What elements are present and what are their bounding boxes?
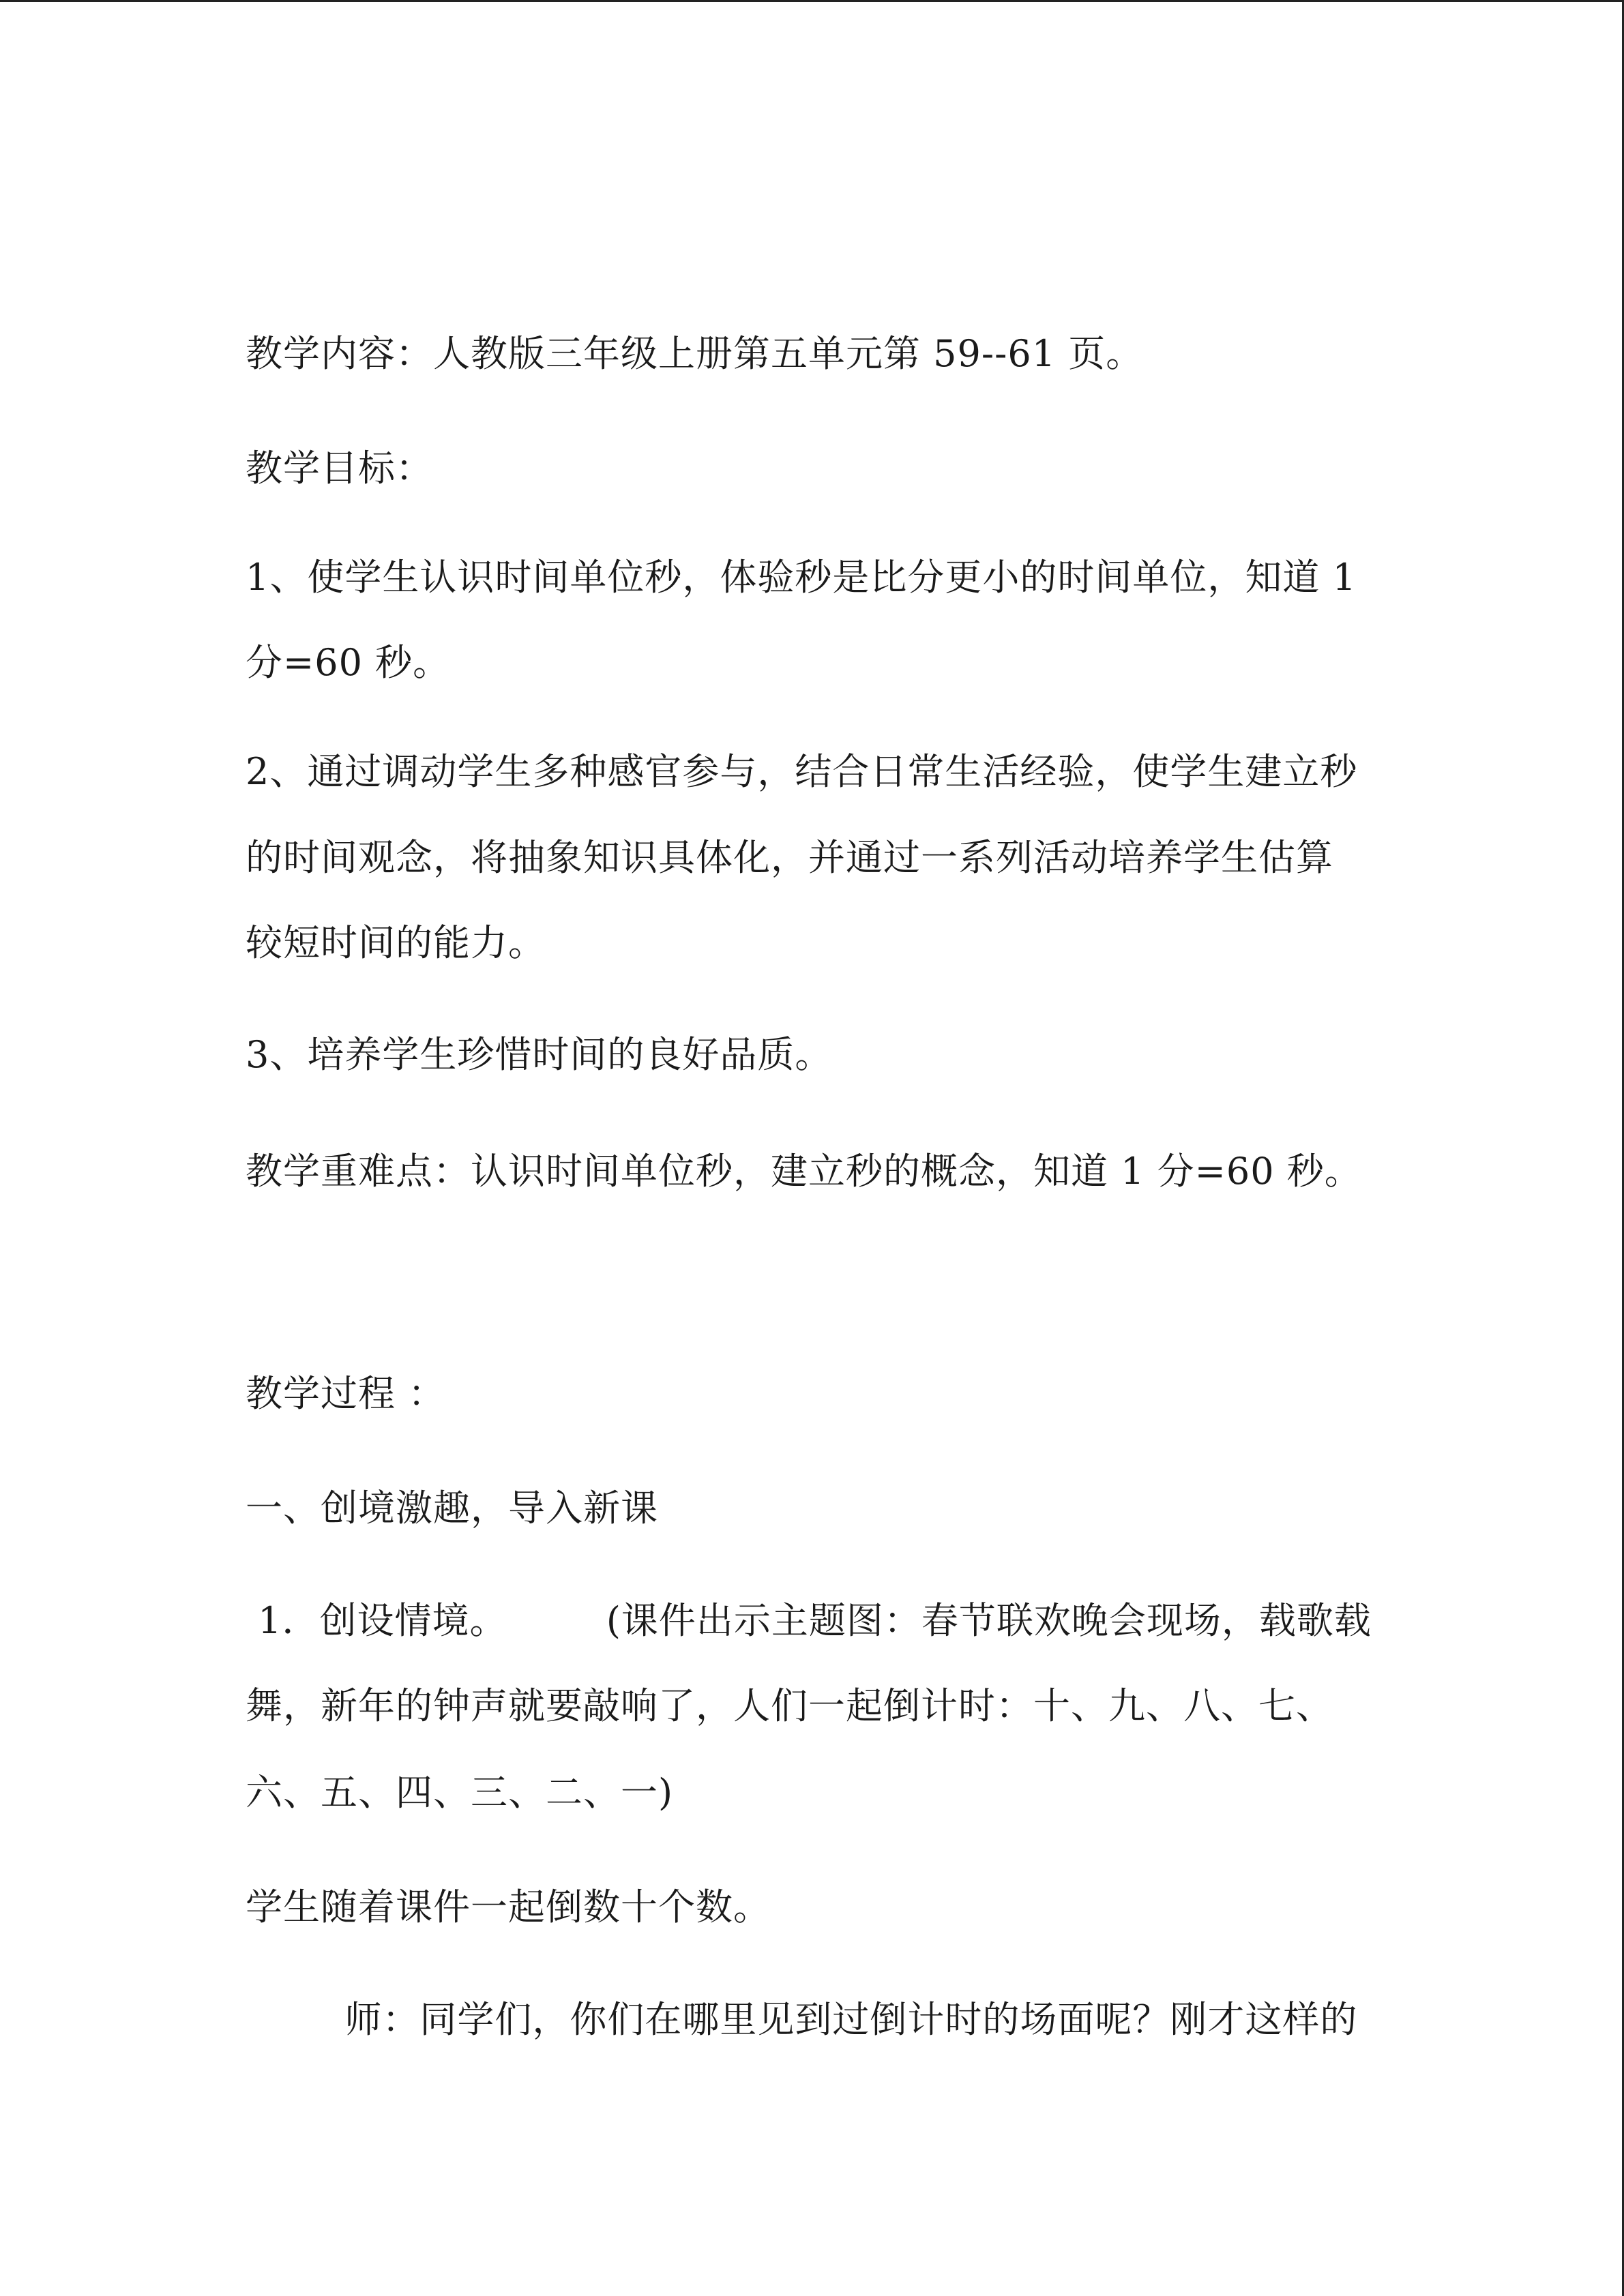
step-1-line-1: 1．创设情境。 (课件出示主题图：春节联欢晚会现场，载歌载: [246, 1599, 1372, 1642]
step-1-line-2: 舞，新年的钟声就要敲响了，人们一起倒计时：十、九、八、七、: [246, 1684, 1333, 1727]
page-border-top: [0, 0, 1624, 2]
teacher-dialogue-line: 师：同学们，你们在哪里见到过倒计时的场面呢？刚才这样的: [246, 1998, 1358, 2041]
section-1-heading: 一、创境激趣，导入新课: [246, 1487, 658, 1530]
goal-2-line-3: 较短时间的能力。: [246, 921, 546, 964]
teaching-process-heading: 教学过程 ：: [246, 1372, 446, 1415]
student-activity-line: 学生随着课件一起倒数十个数。: [246, 1885, 771, 1928]
goal-2-line-2: 的时间观念，将抽象知识具体化，并通过一系列活动培养学生估算: [246, 836, 1333, 879]
goal-2-line-1: 2、通过调动学生多种感官参与，结合日常生活经验，使学生建立秒: [246, 750, 1358, 793]
goal-1-line-2: 分=60 秒。: [246, 641, 451, 684]
goal-3-line: 3、培养学生珍惜时间的良好品质。: [246, 1033, 833, 1076]
teaching-goals-heading: 教学目标：: [246, 447, 433, 490]
key-points-line: 教学重难点：认识时间单位秒，建立秒的概念，知道 1 分=60 秒。: [246, 1150, 1362, 1193]
teaching-content-line: 教学内容：人教版三年级上册第五单元第 59--61 页。: [246, 332, 1144, 375]
step-1-line-3: 六、五、四、三、二、一): [246, 1771, 674, 1814]
goal-1-line-1: 1、使学生认识时间单位秒，体验秒是比分更小的时间单位，知道 1: [246, 556, 1357, 599]
